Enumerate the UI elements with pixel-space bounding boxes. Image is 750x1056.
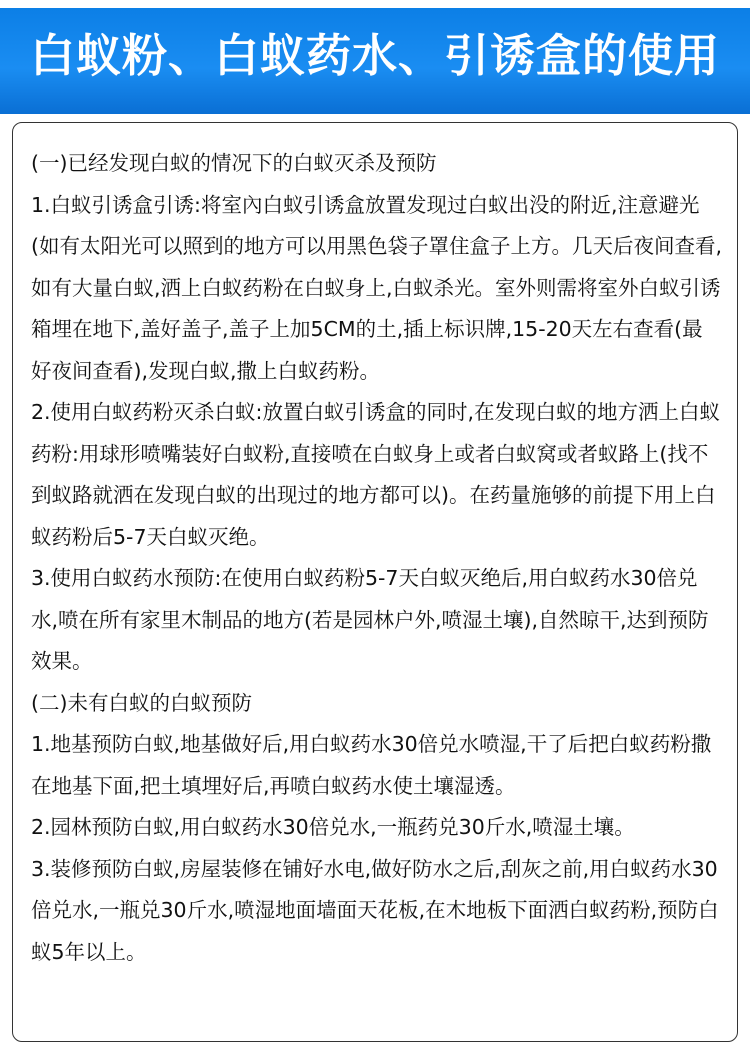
page-title: 白蚁粉、白蚁药水、引诱盒的使用 xyxy=(29,29,720,82)
section-heading-no-termites: (二)未有白蚁的白蚁预防 xyxy=(31,690,252,715)
step-lure-box: 1.白蚁引诱盒引诱:将室內白蚁引诱盒放置发现过白蚁出没的附近,注意避光(如有太阳光可以照到的地方可以用黑色袋子罩住盒子上方。几天后夜间查看,如有大量白蚁,洒上白蚁药粉在白蚁身上,白蚁杀光。室外则需将室外白蚁引诱箱埋在地下,盖好盖子,盖子上加5CM的土,插上标识牌,15-20天左右查看(最好夜间查看),发现白蚁,撒上白蚁药粉。 xyxy=(31,192,723,383)
step-liquid-prevention: 3.使用白蚁药水预防:在使用白蚁药粉5-7天白蚁灭绝后,用白蚁药水30倍兑水,喷在所有家里木制品的地方(若是园林户外,喷湿土壤),自然晾干,达到预防效果。 xyxy=(31,566,709,673)
instructions-box xyxy=(12,122,738,1042)
prevent-foundation: 1.地基预防白蚁,地基做好后,用白蚁药水30倍兑水喷湿,干了后把白蚁药粉撒在地基下面,把土填埋好后,再喷白蚁药水使土壤湿透。 xyxy=(31,732,712,798)
prevent-garden: 2.园林预防白蚁,用白蚁药水30倍兑水,一瓶药兑30斤水,喷湿土壤。 xyxy=(31,815,635,839)
prevent-renovation: 3.装修预防白蚁,房屋装修在铺好水电,做好防水之后,刮灰之前,用白蚁药水30倍兑水,一瓶兑30斤水,喷湿地面墙面天花板,在木地板下面洒白蚁药粉,预防白蚁5年以上。 xyxy=(31,856,719,964)
section-heading-discovered: (一)已经发现白蚁的情况下的白蚁灭杀及预防 xyxy=(31,151,437,175)
step-powder: 2.使用白蚁药粉灭杀白蚁:放置白蚁引诱盒的同时,在发现白蚁的地方洒上白蚁药粉:用球形喷嘴装好白蚁粉,直接喷在白蚁身上或者白蚁窝或者蚁路上(找不到蚁路就洒在发现白蚁的出现过的地方都可以)。在药量施够的前提下用上白蚁药粉后5-7天白蚁灭绝。 xyxy=(31,400,720,549)
title-banner xyxy=(0,0,750,114)
